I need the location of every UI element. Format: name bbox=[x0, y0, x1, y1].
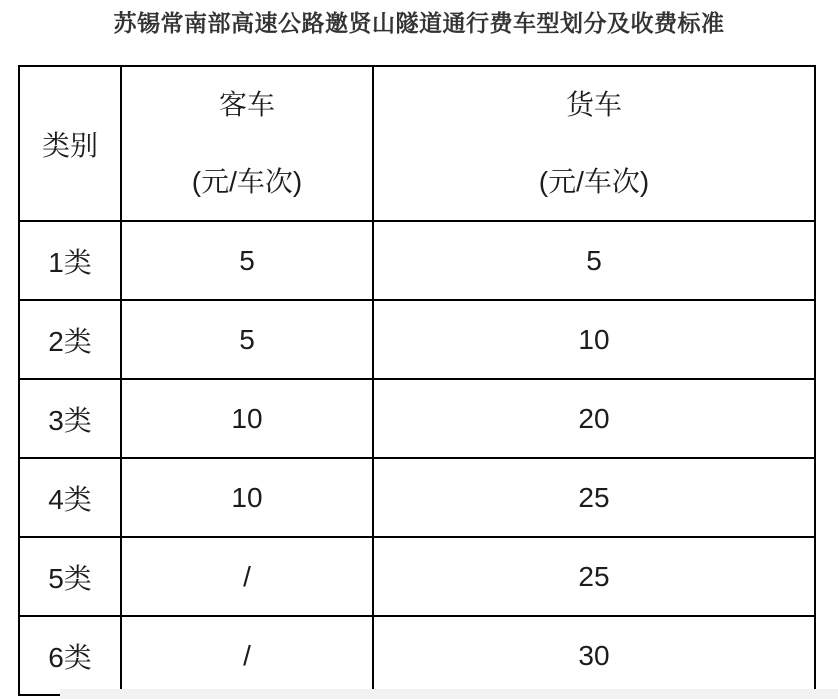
cell-truck-fee: 5 bbox=[373, 221, 815, 300]
cell-bus-fee: 10 bbox=[121, 458, 373, 537]
cell-truck-fee: 25 bbox=[373, 537, 815, 616]
cell-category: 1类 bbox=[19, 221, 121, 300]
table-row bbox=[19, 537, 815, 616]
cell-category: 5类 bbox=[19, 537, 121, 616]
header-truck-label: 货车 bbox=[565, 89, 622, 121]
cell-bus-fee: 5 bbox=[121, 221, 373, 300]
header-bus-stack bbox=[122, 67, 372, 220]
table-row bbox=[19, 379, 815, 458]
page-title: 苏锡常南部高速公路邀贤山隧道通行费车型划分及收费标准 bbox=[113, 10, 725, 36]
table-body bbox=[19, 221, 815, 695]
bottom-gray-strip bbox=[60, 689, 838, 699]
cell-category: 6类 bbox=[19, 616, 121, 695]
cell-category: 4类 bbox=[19, 458, 121, 537]
header-truck bbox=[373, 66, 815, 221]
header-truck-stack bbox=[374, 67, 814, 220]
cell-category: 2类 bbox=[19, 300, 121, 379]
table-row bbox=[19, 616, 815, 695]
header-category bbox=[19, 66, 121, 221]
cell-truck-fee: 30 bbox=[373, 616, 815, 695]
table-header bbox=[19, 66, 815, 221]
cell-category: 3类 bbox=[19, 379, 121, 458]
header-bus-label: 客车 bbox=[218, 89, 275, 121]
header-truck-unit: (元/车次) bbox=[538, 165, 650, 197]
header-bus bbox=[121, 66, 373, 221]
cell-truck-fee: 20 bbox=[373, 379, 815, 458]
header-bus-unit: (元/车次) bbox=[191, 165, 303, 197]
toll-fee-table bbox=[18, 65, 816, 696]
cell-truck-fee: 10 bbox=[373, 300, 815, 379]
cell-truck-fee: 25 bbox=[373, 458, 815, 537]
header-row bbox=[19, 66, 815, 221]
cell-bus-fee: / bbox=[121, 616, 373, 695]
table-row bbox=[19, 458, 815, 537]
table-row bbox=[19, 300, 815, 379]
cell-bus-fee: / bbox=[121, 537, 373, 616]
header-category-label: 类别 bbox=[41, 129, 98, 161]
cell-bus-fee: 5 bbox=[121, 300, 373, 379]
table-row bbox=[19, 221, 815, 300]
cell-bus-fee: 10 bbox=[121, 379, 373, 458]
